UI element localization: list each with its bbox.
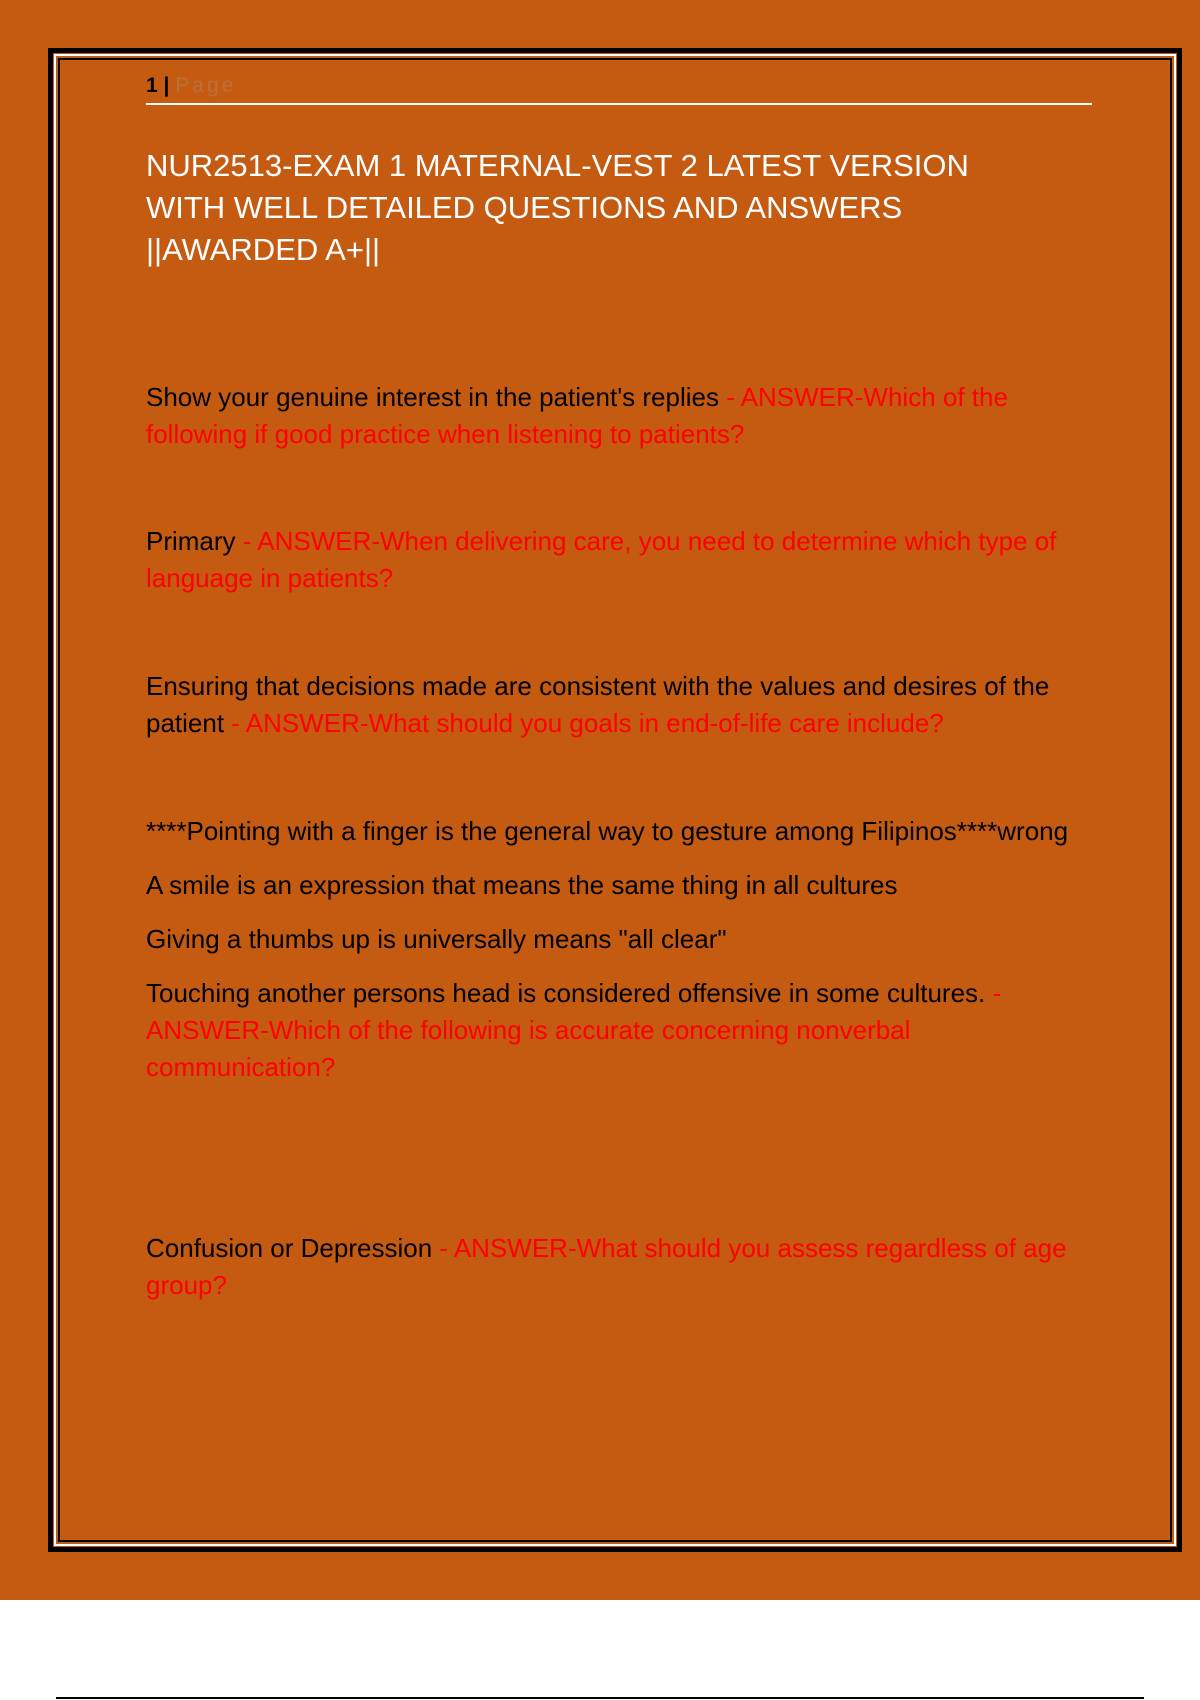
page-header	[146, 73, 1092, 105]
question-text: - ANSWER-What should you assess regardless of age group?	[146, 1233, 1067, 1300]
next-page-rule	[56, 1697, 1144, 1699]
option-text: A smile is an expression that means the same thing in all cultures	[146, 870, 898, 900]
qa-item	[146, 813, 1092, 1086]
title-line: WITH WELL DETAILED QUESTIONS AND ANSWERS	[146, 190, 903, 225]
document-title	[146, 145, 1092, 271]
qa-item	[146, 379, 1092, 453]
page-number: 1	[146, 74, 158, 97]
answer-text: Touching another persons head is considered offensive in some cultures.	[146, 978, 986, 1008]
page-separator: |	[163, 74, 170, 97]
question-text: - ANSWER-Which of the following if good practice when listening to patients?	[146, 382, 1008, 449]
qa-answer-line	[146, 975, 1092, 1086]
question-text: - ANSWER-What should you goals in end-of-life care include?	[224, 708, 944, 738]
answer-text: Ensuring that decisions made are consistent with the values and desires of the patient	[146, 671, 1050, 738]
answer-text: Confusion or Depression	[146, 1233, 433, 1263]
qa-item	[146, 1230, 1092, 1304]
answer-text: Primary	[146, 526, 236, 556]
qa-item	[146, 668, 1092, 742]
answer-text: Show your genuine interest in the patient's replies	[146, 382, 719, 412]
title-line: NUR2513-EXAM 1 MATERNAL-VEST 2 LATEST VERSION	[146, 148, 969, 183]
title-line: ||AWARDED A+||	[146, 232, 381, 267]
qa-item	[146, 523, 1092, 597]
page-label: Page	[175, 74, 237, 97]
option-text: ****Pointing with a finger is the general way to gesture among Filipinos****wrong	[146, 816, 1069, 846]
option-text: Giving a thumbs up is universally means "all clear"	[146, 924, 727, 954]
document-body	[146, 145, 1092, 1304]
question-text: - ANSWER-When delivering care, you need to determine which type of language in patients?	[146, 526, 1057, 593]
question-text: - ANSWER-Which of the following is accurate concerning nonverbal communication?	[146, 978, 1002, 1082]
